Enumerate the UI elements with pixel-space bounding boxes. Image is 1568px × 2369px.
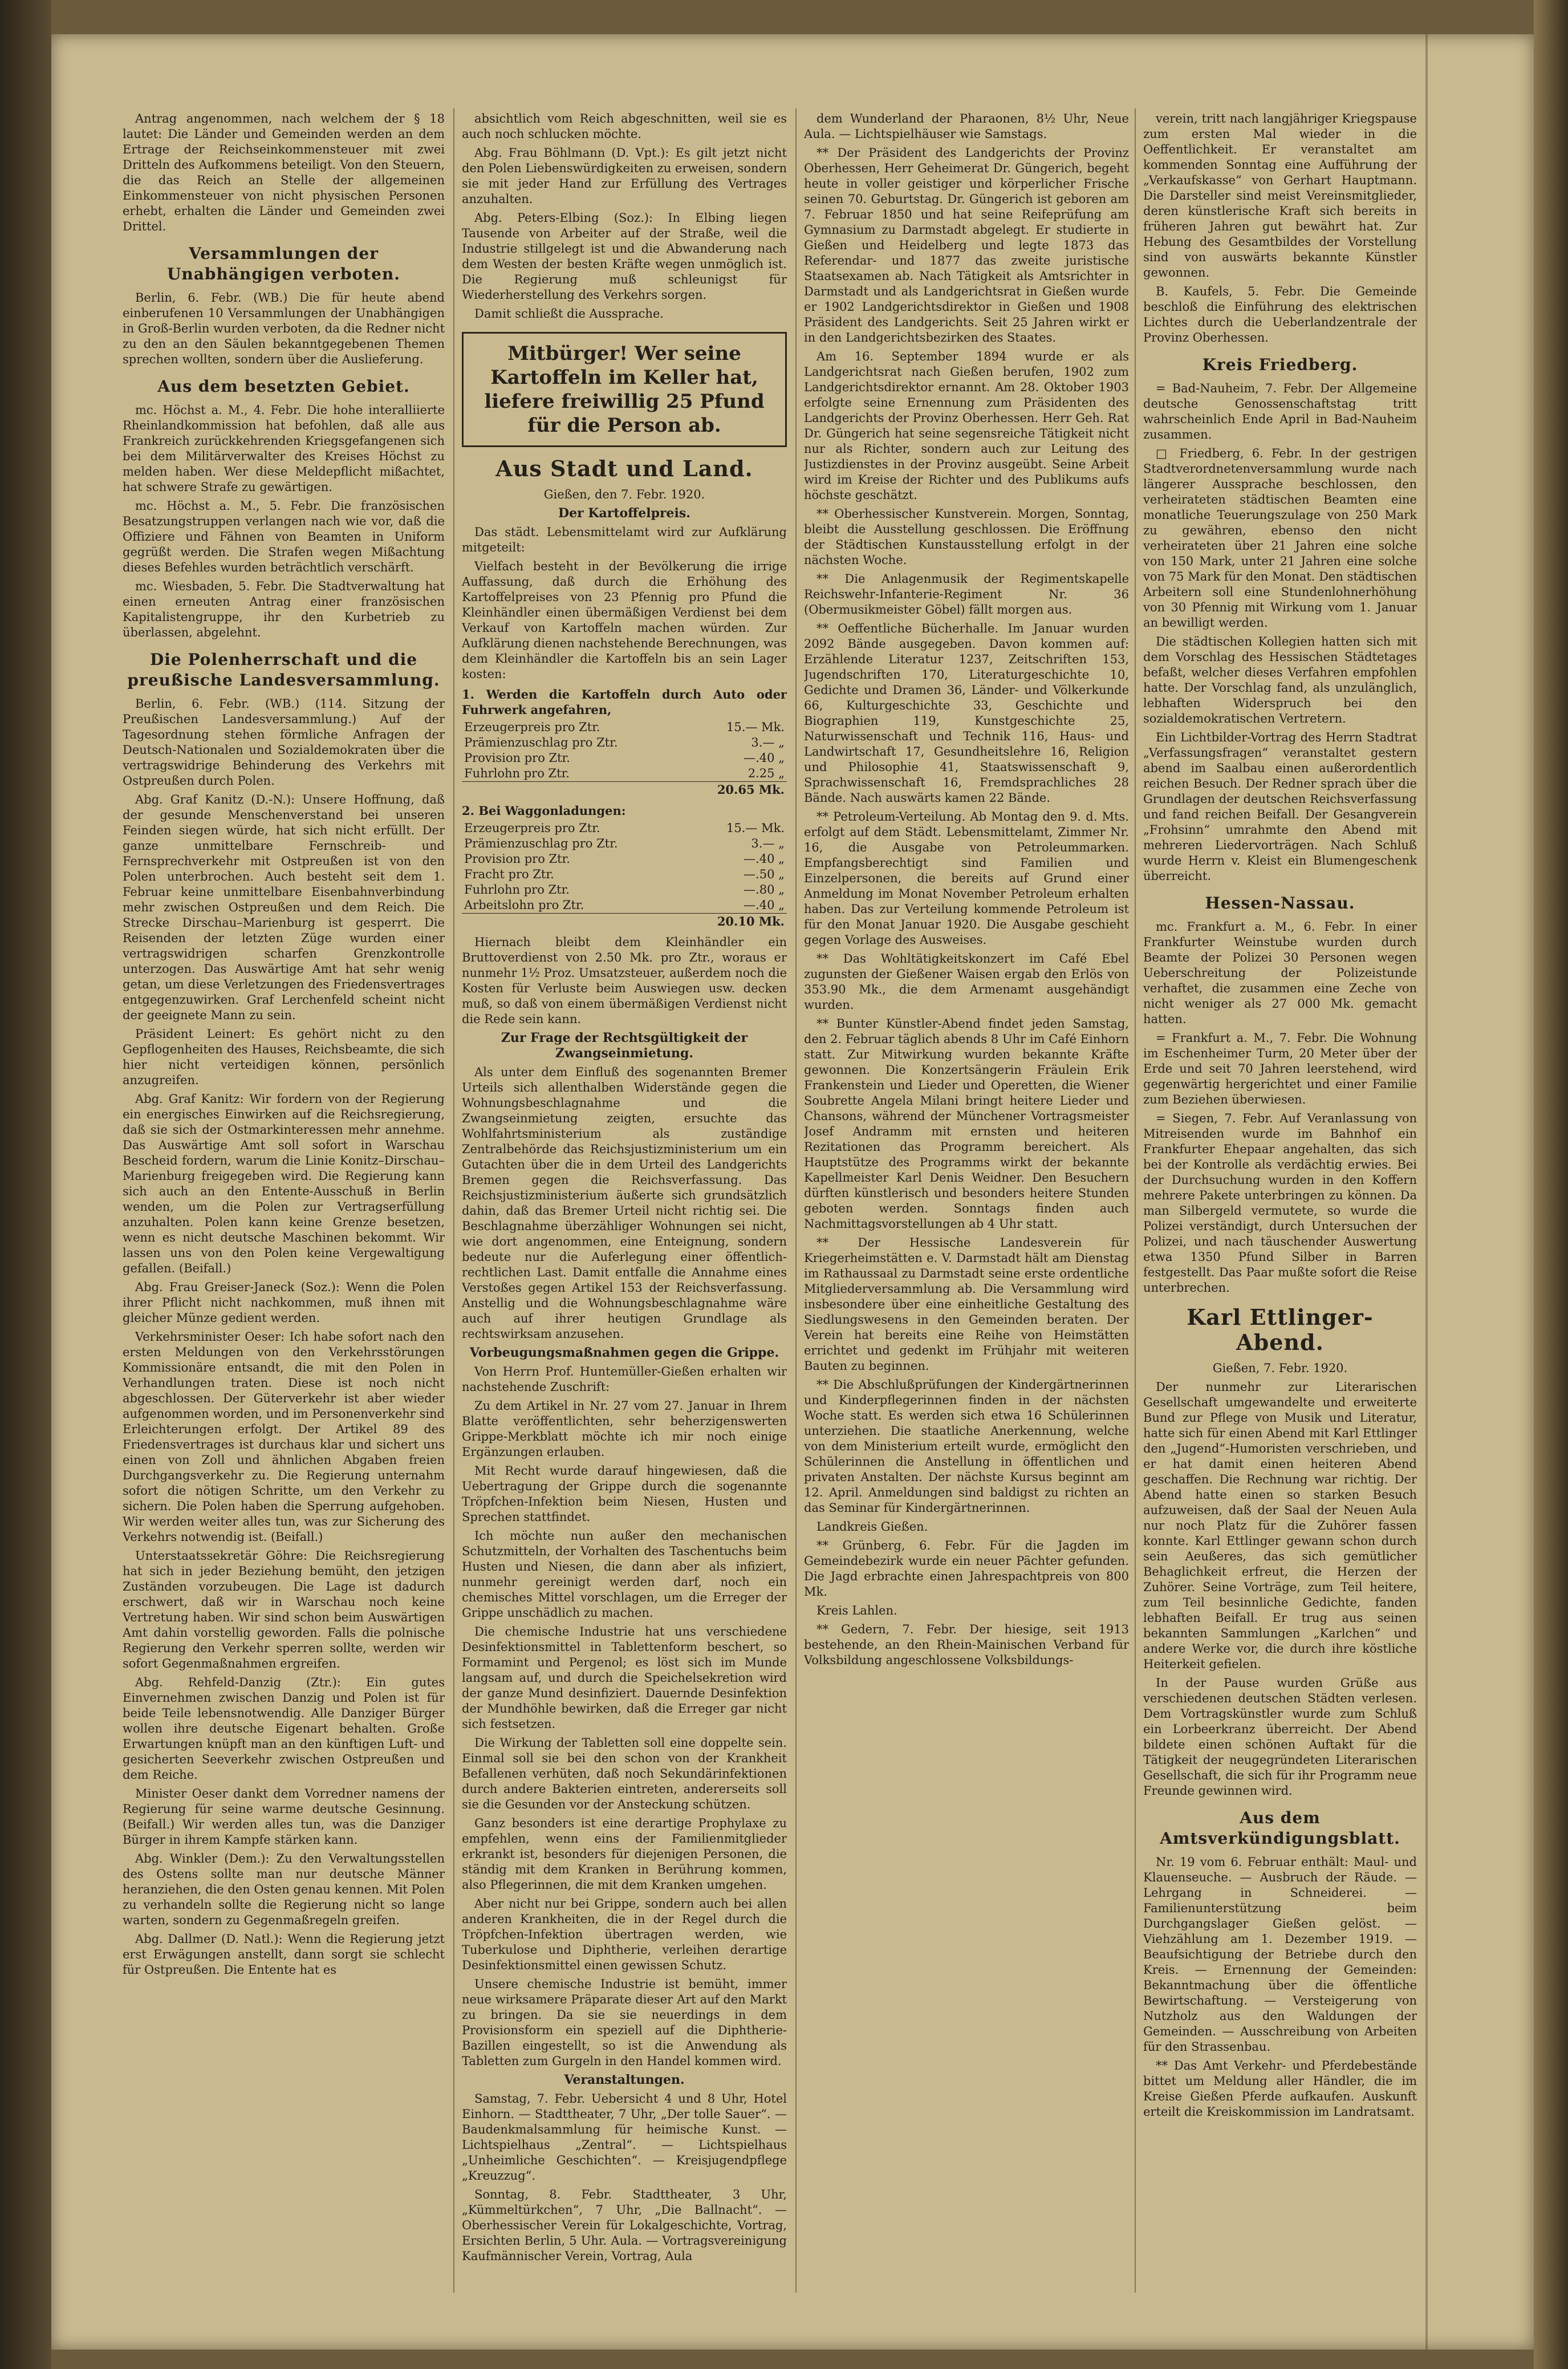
calc-amount: —.50 „ (744, 867, 785, 881)
paragraph: Das städt. Lebensmittelamt wird zur Aufklärung mitgeteilt: (462, 525, 787, 554)
article-grippe (462, 1364, 787, 2069)
paragraph: Abg. Rehfeld-Danzig (Ztr.): Ein gutes Einvernehmen zwischen Danzig und Polen ist für beide Teile lebensnotwendig. Alle Danziger Bürger wollen ihre deutsche Eigenart behalten. Große Erwartungen knüpft man an den künftigen Luft- und gesicherten Seeverkehr zwischen Ostpreußen und dem Reiche. (123, 1676, 445, 1782)
price-calculation-1 (462, 720, 787, 797)
paragraph: Zu dem Artikel in Nr. 27 vom 27. Januar in Ihrem Blatte veröffentlichten, sehr beherzigenswerten Grippe-Merkblatt möchte ich mir noch einige Ergänzungen erlauben. (462, 1399, 787, 1459)
paragraph: = Bad-Nauheim, 7. Febr. Der Allgemeine deutsche Genossenschaftstag tritt wahrscheinlich Ende April in Bad-Nauheim zusammen. (1143, 382, 1417, 441)
column-rule (795, 108, 797, 2293)
calc-label: Fracht pro Ztr. (464, 867, 554, 881)
paragraph: Ganz besonders ist eine derartige Prophylaxe zu empfehlen, wenn eins der Familienmitglieder erkrankt ist, besonders für diejenigen Personen, die ständig mit dem Kranken in Berührung kommen, also Pflegerinnen, die mit dem Kranken umgehen. (462, 1816, 787, 1892)
dateline: Gießen, 7. Febr. 1920. (1212, 1361, 1348, 1375)
paragraph: Abg. Graf Kanitz: Wir fordern von der Regierung ein energisches Einwirken auf die Reichsregierung, daß sie sich der Ostmarkinteressen mehr annehme. Das Auswärtige Amt soll sofort in Warschau Bescheid fordern, warum die Linie Konitz–Dirschau–Marienburg freigegeben wird. Die Regierung kann sich auch an den Entente-Ausschuß in Berlin wenden, um die Polen zur Vertragserfüllung anzuhalten. Polen kann keine Grenze besetzen, wenn es nicht deutsche Maschinen bekommt. Wir lassen uns von den Polen keine Vergewaltigung gefallen. (Beifall.) (123, 1092, 445, 1275)
calc-amount: 15.— Mk. (726, 720, 785, 734)
calc-label: Provision pro Ztr. (464, 852, 570, 866)
calc-amount: —.80 „ (744, 883, 785, 897)
calc-amount: —.40 „ (744, 898, 785, 912)
calc-row (462, 720, 787, 735)
calc-total-row (462, 914, 787, 930)
page-fold (1425, 34, 1428, 2350)
calc-label: Arbeitslohn pro Ztr. (464, 898, 584, 912)
calc-row (462, 851, 787, 867)
paragraph: ** Grünberg, 6. Febr. Für die Jagden im Gemeindebezirk wurde ein neuer Pächter gefunden. Die Jagd erbrachte einen Jahrespachtpreis von 800 Mk. (804, 1539, 1129, 1599)
paragraph: B. Kaufels, 5. Febr. Die Gemeinde beschloß die Einführung des elektrischen Lichtes durch die Ueberlandzentrale der Provinz Oberhessen. (1143, 285, 1417, 344)
dateline: Gießen, den 7. Febr. 1920. (543, 488, 705, 501)
calc-row (462, 821, 787, 836)
headline-ettlinger-abend: Karl Ettlinger-Abend. (1187, 1304, 1374, 1355)
paragraph: Abg. Winkler (Dem.): Zu den Verwaltungsstellen des Ostens sollte man nur deutsche Männer heranziehen, die den Osten genau kennen. Mit Polen zu verhandeln sollte die Regierung nicht so lange warten, sondern zu Gegenmaßregeln greifen. (123, 1852, 445, 1927)
calc-amount: —.40 „ (744, 852, 785, 866)
paragraph: ** Der Hessische Landesverein für Kriegerheimstätten e. V. Darmstadt hält am Dienstag im Rathaussaal zu Darmstadt seine erste ordentliche Mitgliederversammlung ab. Die Versammlung wird insbesondere über eine einheitliche Gestaltung des Siedlungswesens in den Gemeinden beraten. Der Verein hat bereits eine Reihe von Heimstätten errichtet und gedenkt im Frühjahr mit weiteren Bauten zu beginnen. (804, 1236, 1129, 1373)
paragraph: ** Gedern, 7. Febr. Der hiesige, seit 1913 bestehende, an den Rhein-Mainischen Verband für Volksbildung angeschlossene Volksbildungs- (804, 1622, 1129, 1667)
calc-label: Prämienzuschlag pro Ztr. (464, 736, 618, 749)
paragraph: Damit schließt die Aussprache. (474, 307, 664, 321)
headline-veranstaltungen: Veranstaltungen. (564, 2072, 685, 2087)
paragraph: Berlin, 6. Febr. (WB.) (114. Sitzung der Preußischen Landesversammlung.) Auf der Tagesordnung stehen förmliche Anfragen der Deutsch-Nationalen und Sozialdemokraten über die vertragswidrige Behinderung des Verkehrs mit Ostpreußen durch Polen. (123, 697, 445, 788)
paragraph: verein, tritt nach langjähriger Kriegspause zum ersten Mal wieder in die Oeffentlichkeit. Er veranstaltet am kommenden Sonntag eine Aufführung der „Verkaufskasse“ von Gerhart Hauptmann. Die Darsteller sind meist Vereinsmitglieder, deren künstlerische Kraft sich bereits in früheren Jahren gut bewährt hat. Zur Hebung des Gesamtbildes der Vorstellung sind von auswärts bekannte Künstler gewonnen. (1143, 112, 1417, 279)
paragraph: ** Oeffentliche Bücherhalle. Im Januar wurden 2092 Bände ausgegeben. Davon kommen auf: Erzählende Literatur 1237, Zeitschriften 153, Jugendschriften 170, Literaturgeschichte 10, Gedichte und Dramen 36, Länder- und Völkerkunde 66, Kulturgeschichte 33, Geschichte und Biographien 119, Kunstgeschichte 25, Naturwissenschaft und Technik 116, Haus- und Landwirtschaft 17, Gesundheitslehre 16, Religion und Philosophie 41, Staatswissenschaft 9, Sprachwissenschaft 16, Fremdsprachliches 28 Bände. Nach auswärts kamen 22 Bände. (804, 622, 1129, 805)
headline-kreis-friedberg: Kreis Friedberg. (1202, 355, 1358, 374)
next-page-edge (1534, 0, 1568, 2369)
article-continuation (1143, 111, 1417, 346)
article-continuation (123, 111, 445, 234)
column-1 (123, 111, 445, 2290)
headline-hessen-nassau: Hessen-Nassau. (1205, 894, 1355, 912)
paragraph: Abg. Frau Böhlmann (D. Vpt.): Es gilt jetzt nicht den Polen Liebenswürdigkeiten zu erweisen, sondern sie mit jeder Hand zur Erfüllung des Vertrages anzuhalten. (462, 146, 787, 206)
paragraph: ** Das Amt Verkehr- und Pferdebestände bittet um Meldung aller Händler, die im Kreise Gießen Pferde aufkaufen. Auskunft erteilt die Kreiskommission im Landratsamt. (1143, 2059, 1417, 2119)
article-unabhaengige (123, 290, 445, 367)
headline-unabhaengige: Versammlungen der Unabhängigen verboten. (166, 244, 400, 283)
column-3 (804, 111, 1129, 2290)
paragraph: Als unter dem Einfluß des sogenannten Bremer Urteils sich allenthalben Widerstände gegen die Wohnungsbeschlagnahme und die Zwangseinmietung zeigten, ersuchte das Wohlfahrtsministerium als zuständige Zentralbehörde das Reichsjustizministerium um ein Gutachten über die in dem Urteil des Landgerichts Bremen gegen die Reichsverfassung. Das Reichsjustizministerium äußerte sich grundsätzlich dahin, daß das Bremer Urteil nicht richtig sei. Die Beschlagnahme überzähliger Wohnungen sei nicht, wie dort angenommen, eine Enteignung, sondern bedeute nur die Auferlegung einer öffentlich-rechtlichen Last. Damit entfalle die Annahme eines Verstoßes gegen Artikel 153 der Reichsverfassung. Anstellig und die Wohnungsbeschlagnahme wäre auch auf ihrer heutigen Grundlage als rechtswirksam anzusehen. (462, 1065, 787, 1341)
paragraph: Minister Oeser dankt dem Vorredner namens der Regierung für seine warme deutsche Gesinnung. (Beifall.) Wir werden alles tun, was die Danziger Bürger in ihrem Kampfe stärken kann. (123, 1787, 445, 1847)
calc-label: Prämienzuschlag pro Ztr. (464, 837, 618, 850)
paragraph: Präsident Leinert: Es gehört nicht zu den Gepflogenheiten des Hauses, Reichsbeamte, die sich hier nicht verteidigen können, persönlich anzugreifen. (123, 1027, 445, 1087)
paragraph: Kreis Lahlen. (817, 1604, 897, 1617)
article-hessen-nassau (1143, 919, 1417, 1296)
column-rule (453, 108, 454, 2293)
column-4 (1143, 111, 1417, 2290)
paragraph: Unsere chemische Industrie ist bemüht, immer neue wirksamere Präparate dieser Art auf den Markt zu bringen. Da sie sie neuerdings in dem Provisionsform ein speziell auf die Diphtherie-Bazillen eingestellt, so ist die Anwendung als Tabletten zum Gurgeln in den Handel kommen wird. (462, 1977, 787, 2068)
paragraph: Nr. 19 vom 6. Februar enthält: Maul- und Klauenseuche. — Ausbruch der Räude. — Lehrgang in Schneiderei. — Familienunterstützung beim Durchgangslager Gießen gelöst. — Viehzählung am 1. Dezember 1919. — Beaufsichtigung der Betriebe durch den Kreis. — Ernennung der Gemeinden: Bekanntmachung über die öffentliche Bewirtschaftung. — Versteigerung von Nutzholz aus den Waldungen der Gemeinden. — Ausschreibung von Arbeiten für den Strassenbau. (1143, 1855, 1417, 2054)
paragraph: Abg. Peters-Elbing (Soz.): In Elbing liegen Tausende von Arbeiter auf der Straße, weil die Industrie stillgelegt ist und die Abwanderung nach dem Westen der besten Kräfte wegen unmöglich ist. Die Regierung muß schleunigst für Wiederherstellung des Verkehrs sorgen. (462, 211, 787, 302)
calc-row (462, 735, 787, 751)
paragraph: ** Die Abschlußprüfungen der Kindergärtnerinnen und Kinderpflegerinnen finden in der nächsten Woche statt. Es werden sich etwa 16 Schülerinnen unterziehen. Die staatliche Anerkennung, welche von dem Ministerium erteilt wurde, ermöglicht den Schülerinnen die Anstellung in öffentlichen und privaten Anstalten. Der nächste Kursus beginnt am 12. April. Anmeldungen sind baldigst zu richten an das Seminar für Kindergärtnerinnen. (804, 1378, 1129, 1515)
paragraph: = Frankfurt a. M., 7. Febr. Die Wohnung im Eschenheimer Turm, 20 Meter über der Erde und seit 70 Jahren leerstehend, wird gegenwärtig hergerichtet und einer Familie zum Beziehen überwiesen. (1143, 1031, 1417, 1106)
calc-label: Erzeugerpreis pro Ztr. (464, 821, 600, 835)
calc-row (462, 898, 787, 914)
calc-total-row (462, 782, 787, 798)
paragraph: ** Der Präsident des Landgerichts der Provinz Oberhessen, Herr Geheimerat Dr. Güngerich, begeht heute in voller geistiger und körperlicher Frische seinen 70. Geburtstag. Dr. Güngerich ist geboren am 7. Februar 1850 und hat seine Reifeprüfung am Gymnasium zu Darmstadt abgelegt. Er studierte in Gießen und Heidelberg und legte 1873 das Referendar- und 1877 das zweite juristische Staatsexamen ab. Nach Tätigkeit als Amtsrichter in Darmstadt und als Landgerichtsrat in Gießen wurde er 1902 Landgerichtsdirektor in Gießen und 1908 Präsident des Landgerichts. Seit 25 Jahren wirkt er in den Landgerichtsbezirken des Staates. (804, 146, 1129, 344)
calc-total: 20.10 Mk. (708, 914, 787, 930)
headline-amtsverkuendigungsblatt: Aus dem Amtsverkündigungsblatt. (1160, 1808, 1400, 1848)
calc-label: Erzeugerpreis pro Ztr. (464, 720, 600, 734)
paragraph: Mit Recht wurde darauf hingewiesen, daß die Uebertragung der Grippe durch die sogenannte Tröpfchen-Infektion beim Niesen, Husten und Sprechen stattfindet. (462, 1464, 787, 1524)
calc-conclusion (462, 935, 787, 1027)
paragraph: Landkreis Gießen. (817, 1520, 928, 1534)
calc-amount: —.40 „ (744, 751, 785, 765)
calc-row (462, 867, 787, 882)
article-zwangseinmietung (462, 1065, 787, 1342)
paragraph: = Siegen, 7. Febr. Auf Veranlassung von Mitreisenden wurde im Bahnhof ein Frankfurter Ehepaar angehalten, das sich bei der Kontrolle als verdächtig erwies. Bei der Durchsuchung wurden in den Koffern mehrere Pakete unterbringen zu können. Da man Silbergeld vermutete, so wurde die Polizei verständigt, durch Untersuchen der Polizei, und nach täuschender Auswertung etwa 1350 Pfund Silber in Barren festgestellt. Das Paar mußte sofort die Reise unterbrechen. (1143, 1112, 1417, 1295)
paragraph: Die chemische Industrie hat uns verschiedene Desinfektionsmittel in Tablettenform beschert, so Formamint und Pergenol; es löst sich im Munde langsam auf, und durch die Speichelsekretion wird der ganze Mund desinfiziert. Dauernde Desinfektion der Mundhöhle bewirken, daß die Erreger gar nicht sich festsetzen. (462, 1625, 787, 1731)
paragraph: mc. Frankfurt a. M., 6. Febr. In einer Frankfurter Weinstube wurden durch Beamte der Polizei 30 Personen wegen Ueberschreitung der Polizeistunde verhaftet, die zusammen eine Zeche von nicht weniger als 27 000 Mk. gemacht hatten. (1143, 920, 1417, 1026)
calc-label: Fuhrlohn pro Ztr. (464, 883, 570, 897)
article-ettlinger-abend (1143, 1380, 1417, 1799)
paragraph: Die städtischen Kollegien hatten sich mit dem Vorschlag des Hessischen Städtetages befaßt, welcher dieses Verfahren empfohlen hatte. Der Vorschlag fand, als unzulänglich, lebhaften Widerspruch bei den sozialdemokratischen Vertretern. (1143, 635, 1417, 725)
paragraph: Ich möchte nun außer den mechanischen Schutzmitteln, der Vorhalten des Taschentuchs beim Husten und Niesen, die dann aber als infiziert, nunmehr gereinigt werden darf, noch ein chemisches Mittel vorschlagen, um die Erreger der Grippe unschädlich zu machen. (462, 1529, 787, 1620)
paragraph: Abg. Frau Greiser-Janeck (Soz.): Wenn die Polen ihrer Pflicht nicht nachkommen, muß ihnen mit gleicher Münze gedient werden. (123, 1280, 445, 1325)
calc-row (462, 766, 787, 782)
paragraph: mc. Höchst a. M., 4. Febr. Die hohe interalliierte Rheinlandkommission hat befohlen, daß alle aus Frankreich zurückkehrenden Kriegsgefangenen sich bei dem Militärverwalter des Kreises Höchst zu melden haben. Wer diese Meldepflicht mißachtet, hat schwere Strafe zu gewärtigen. (123, 403, 445, 494)
paragraph: Abg. Dallmer (D. Natl.): Wenn die Regierung jetzt erst Erwägungen anstellt, dann sorgt sie schlecht für Ostpreußen. Die Entente hat es (123, 1932, 445, 1977)
paragraph: Antrag angenommen, nach welchem der § 18 lautet: Die Länder und Gemeinden werden an dem Ertrage der Reichseinkommensteuer mit zwei Dritteln des Aufkommens beteiligt. Von den Steuern, die das Reich an Stelle der allgemeinen Einkommensteuer von nicht physischen Personen erhebt, erhalten die Länder und Gemeinden zwei Drittel. (123, 112, 445, 233)
calc-amount: 2.25 „ (748, 766, 785, 780)
paragraph: Ein Lichtbilder-Vortrag des Herrn Stadtrat „Verfassungsfragen“ veranstaltet gestern abend im Saalbau einen außerordentlich reichen Besuch. Der Redner sprach über die Grundlagen der deutschen Reichsverfassung und fand reichen Beifall. Der Gesangverein „Frohsinn“ umrahmte den Abend mit mehreren Liedervorträgen. Nach Schluß wurde Herrn v. Kleist ein Blumengeschenk überreicht. (1143, 731, 1417, 883)
paragraph: ** Oberhessischer Kunstverein. Morgen, Sonntag, bleibt die Ausstellung geschlossen. Die Eröffnung der Städtischen Kunstausstellung erfolgt in der nächsten Woche. (804, 507, 1129, 567)
local-news (804, 111, 1129, 1668)
column-rule (1135, 108, 1136, 2293)
paragraph: □ Friedberg, 6. Febr. In der gestrigen Stadtverordnetenversammlung wurde nach längerer Aussprache beschlossen, den verheirateten städtischen Beamten eine monatliche Teuerungszulage von 250 Mark zu gewähren, ebenso den nicht verheirateten über 21 Jahren eine solche von 150 Mark, unter 21 Jahren eine solche von 75 Mark für den Monat. Den städtischen Arbeitern soll eine Stundenlohnerhöhung von 30 Pfennig mit Wirkung vom 1. Januar an bewilligt werden. (1143, 447, 1417, 630)
calc-amount: 3.— „ (751, 736, 785, 749)
article-amtsverkuendigungsblatt (1143, 1855, 1417, 2120)
calc-amount: 3.— „ (751, 837, 785, 850)
paragraph: Sonntag, 8. Febr. Stadttheater, 3 Uhr, „Kümmeltürkchen“, 7 Uhr, „Die Ballnacht“. — Oberhessischer Verein für Lokalgeschichte, Vortrag, Ersichten Berlin, 5 Uhr. Aula. — Vortragsvereinigung Kaufmännischer Verein, Vortrag, Aula (462, 2188, 787, 2263)
calc-label: Fuhrlohn pro Ztr. (464, 766, 570, 780)
paragraph: ** Bunter Künstler-Abend findet jeden Samstag, den 2. Februar täglich abends 8 Uhr im Café Einhorn statt. Zur Mitwirkung wurden bekannte Kräfte gewonnen. Die Konzertsängerin Fräulein Erik Frankenstein und Lieder und Operetten, die Wiener Soubrette Angela Milani bringt heitere Lieder und Chansons, während der Münchener Vortragsmeister Josef Andramm mit ernsten und heiteren Rezitationen das Programm bereichert. Als Hauptstütze des Programms wirkt der bekannte Kapellmeister Karl Denis Weidner. Den Besuchern dürften künstlerisch und besonders heitere Stunden geboten werden. Sonntags finden auch Nachmittagsvorstellungen ab 4 Uhr statt. (804, 1017, 1129, 1231)
paragraph: Von Herrn Prof. Huntemüller-Gießen erhalten wir nachstehende Zuschrift: (462, 1365, 787, 1394)
paragraph: Hiernach bleibt dem Kleinhändler ein Bruttoverdienst von 2.50 Mk. pro Ztr., woraus er nunmehr 1½ Proz. Umsatzsteuer, außerdem noch die Kosten für Verluste beim Auswiegen usw. decken muß, so daß von einem übermäßigen Verdienst nicht die Rede sein kann. (462, 935, 787, 1026)
paragraph: Am 16. September 1894 wurde er als Landgerichtsrat nach Gießen berufen, 1902 zum Landgerichtsdirektor ernannt. Am 28. Oktober 1903 erfolgte seine Ernennung zum Präsidenten des Landgerichts der Provinz Oberhessen. Herr Geh. Rat Dr. Güngerich hat seine segensreiche Tätigkeit nicht nur als Richter, sondern auch zur Leitung des Justizdienstes in der Provinz ausgeübt. Seine Arbeit wird im Kreise der Richter und des Publikums aufs höchste geschätzt. (804, 350, 1129, 502)
article-polenherrschaft (123, 696, 445, 1978)
paragraph: mc. Höchst a. M., 5. Febr. Die französischen Besatzungstruppen verlangen nach wie vor, daß die Offiziere und Fähnen von Beamten in Uniform gegrüßt werden. Die Strafen wegen Mißachtung dieses Befehles wurden beträchtlich verschärft. (123, 499, 445, 574)
article-kartoffelpreis (462, 525, 787, 682)
paragraph: Verkehrsminister Oeser: Ich habe sofort nach den ersten Meldungen von den Verkehrsstörungen Kommissionäre entsandt, die mit den Polen in Verhandlungen traten. Diese ist noch nicht abgeschlossen. Der Güterverkehr ist aber wieder aufgenommen worden, und im Personenverkehr sind Erleichterungen erfolgt. Der Artikel 89 des Friedensvertrages ist durchaus klar und sichert uns einen von Zoll und ähnlichen Abgaben freien Durchgangsverkehr zu. Die Regierung unternahm sofort die nötigen Schritte, um den Verkehr zu sichern. Die Polen haben die Sperrung aufgehoben. Wir werden weiter alles tun, was zur Sicherung des Verkehrs notwendig ist. (Beifall.) (123, 1330, 445, 1544)
calc-label: Provision pro Ztr. (464, 751, 570, 765)
calc-row (462, 751, 787, 766)
paragraph: ** Die Anlagenmusik der Regimentskapelle Reichswehr-Infanterie-Regiment Nr. 36 (Obermusikmeister Göbel) fällt morgen aus. (804, 572, 1129, 616)
price-calculation-2 (462, 821, 787, 929)
paragraph: Der nunmehr zur Literarischen Gesellschaft umgewandelte und erweiterte Bund zur Pflege von Musik und Literatur, hatte sich für einen Abend mit Karl Ettlinger den „Jugend“-Humoristen verschrieben, und er hat damit einen heiteren Abend geschaffen. Die Rechnung war richtig. Der Abend hatte einen so starken Besuch aufzuweisen, daß der Saal der Neuen Aula nur noch Platz für die Zuhörer fassen konnte. Karl Ettlinger gewann schon durch sein Aeußeres, das sich gemütlicher Behaglichkeit erfreut, die Herzen der Zuhörer. Seine Vorträge, zum Teil heitere, zum Teil besinnliche Gedichte, fanden lebhaften Beifall. Er trug aus seinen bekannten Sammlungen „Karlchen“ und andere Werke vor, die durch ihre köstliche Heiterkeit gefielen. (1143, 1380, 1417, 1671)
book-binding (0, 0, 51, 2369)
paragraph: ** Das Wohltätigkeitskonzert im Café Ebel zugunsten der Gießener Waisen ergab den Erlös von 353.90 Mk., die dem Armenamt ausgehändigt wurden. (804, 952, 1129, 1012)
article-veranstaltungen (462, 2091, 787, 2264)
headline-polenherrschaft: Die Polenherrschaft und die preußische Landesversammlung. (127, 650, 440, 689)
article-kreis-friedberg (1143, 381, 1417, 884)
headline-kartoffelpreis: Der Kartoffelpreis. (558, 506, 690, 521)
column-2 (462, 111, 787, 2290)
article-besetztes-gebiet (123, 403, 445, 640)
headline-zwangseinmietung: Zur Frage der Rechtsgültigkeit der Zwangseinmietung. (501, 1031, 748, 1061)
calc-amount: 15.— Mk. (726, 821, 785, 835)
paragraph: dem Wunderland der Pharaonen, 8½ Uhr, Neue Aula. — Lichtspielhäuser wie Samstags. (804, 112, 1129, 141)
paragraph: ** Petroleum-Verteilung. Ab Montag den 9. d. Mts. erfolgt auf dem Städt. Lebensmittelamt, Zimmer Nr. 16, die Ausgabe von Petroleummarken. Empfangsberechtigt sind Familien und Einzelpersonen, die bereits auf Grund einer Anmeldung im Monat November Petroleum erhalten haben. Das zur Verteilung kommende Petroleum ist für den Monat Januar 1920. Die Ausgabe geschieht gegen Vorlage des Ausweises. (804, 810, 1129, 947)
paragraph: Samstag, 7. Febr. Uebersicht 4 und 8 Uhr, Hotel Einhorn. — Stadttheater, 7 Uhr, „Der tolle Sauer“. — Baudenkmalsammlung für heimische Kunst. — Lichtspielhaus „Zentral“. — Lichtspielhaus „Unheimliche Geschichten“. — Kreisjugendpflege „Kreuzzug“. (462, 2092, 787, 2183)
calc-total: 20.65 Mk. (708, 782, 787, 798)
calc-2-heading: 2. Bei Waggonladungen: (462, 804, 626, 818)
paragraph: Vielfach besteht in der Bevölkerung die irrige Auffassung, daß durch die Erhöhung des Kartoffelpreises von 23 Pfennig pro Pfund die Kleinhändler einen übermäßigen Verdienst bei dem Verkauf von Kartoffeln machen würden. Zur Aufklärung dienen nachstehende Berechnungen, was dem Kleinhändler die Kartoffeln bis an sein Lager kosten: (462, 559, 787, 681)
headline-grippe: Vorbeugungsmaßnahmen gegen die Grippe. (469, 1345, 779, 1360)
paragraph: Unterstaatssekretär Göhre: Die Reichsregierung hat sich in jeder Beziehung bemüht, den jetzigen Zuständen vorzubeugen. Die Lage ist dadurch erschwert, daß wir in Warschau noch keine Vertretung haben. Wir sind schon beim Auswärtigen Amt dahin vorstellig geworden. Falls die polnische Regierung den Verkehr sperren sollte, werden wir sofort Gegenmaßnahmen ergreifen. (123, 1549, 445, 1670)
paragraph: Aber nicht nur bei Grippe, sondern auch bei allen anderen Krankheiten, die in der Regel durch die Tröpfchen-Infektion übertragen werden, wie Tuberkulose und Diphtherie, verleihen derartige Desinfektionsmittel einen gewissen Schutz. (462, 1897, 787, 1972)
calc-row (462, 836, 787, 851)
section-title-stadt-land: Aus Stadt und Land. (495, 456, 753, 481)
paragraph: mc. Wiesbaden, 5. Febr. Die Stadtverwaltung hat einen erneuten Antrag einer französischen Kapitalistengruppe, ihr den Kurbetrieb zu überlassen, abgelehnt. (123, 579, 445, 639)
paragraph: Die Wirkung der Tabletten soll eine doppelte sein. Einmal soll sie bei den schon von der Krankheit Befallenen verhüten, daß noch Sekundärinfektionen durch andere Bakterien eintreten, andererseits soll sie die Gesunden vor der Ansteckung schützen. (462, 1736, 787, 1811)
paragraph: In der Pause wurden Grüße aus verschiedenen deutschen Städten verlesen. Dem Vortragskünstler wurde zum Schluß ein Lorbeerkranz überreicht. Der Abend bildete einen schönen Auftakt für die Tätigkeit der neugegründeten Literarischen Gesellschaft, die sich für ihr Programm neue Freunde gewinnen wird. (1143, 1676, 1417, 1798)
kartoffel-appeal-banner: Mitbürger! Wer seine Kartoffeln im Keller hat, liefere freiwillig 25 Pfund für die Person ab. (462, 332, 787, 447)
article-continuation (462, 111, 787, 322)
paragraph: Abg. Graf Kanitz (D.-N.): Unsere Hoffnung, daß der gesunde Menschenverstand bei unseren Feinden siegen würde, hat sich nicht erfüllt. Der ganze unmittelbare Fernschreib- und Fernsprechverkehr mit Ostpreußen ist von den Polen unterbrochen. Auch besteht seit dem 1. Februar keine unmittelbare Eisenbahnverbindung mehr zwischen Ostpreußen und dem Reich. Die Strecke Dirschau–Marienburg ist gesperrt. Die Reisenden der letzten Züge wurden einer vertragswidrigen scharfen Grenzkontrolle unterzogen. Das Auswärtige Amt hat sehr wenig getan, um diese Verletzungen des Friedensvertrages entgegenzuwirken. Graf Lerchenfeld scheint nicht der geeignete Mann zu sein. (123, 793, 445, 1022)
paragraph: absichtlich vom Reich abgeschnitten, weil sie es auch noch schlucken möchte. (462, 112, 787, 141)
calc-row (462, 882, 787, 898)
calc-1-heading: 1. Werden die Kartoffeln durch Auto oder Fuhrwerk angefahren, (462, 687, 787, 717)
paragraph: Berlin, 6. Febr. (WB.) Die für heute abend einberufenen 10 Versammlungen der Unabhängigen in Groß-Berlin wurden verboten, da die Redner nicht zu den an den Säulen bekanntgegebenen Themen sprechen wollten, sondern über die Auslieferung. (123, 291, 445, 366)
headline-besetztes-gebiet: Aus dem besetzten Gebiet. (157, 377, 410, 396)
